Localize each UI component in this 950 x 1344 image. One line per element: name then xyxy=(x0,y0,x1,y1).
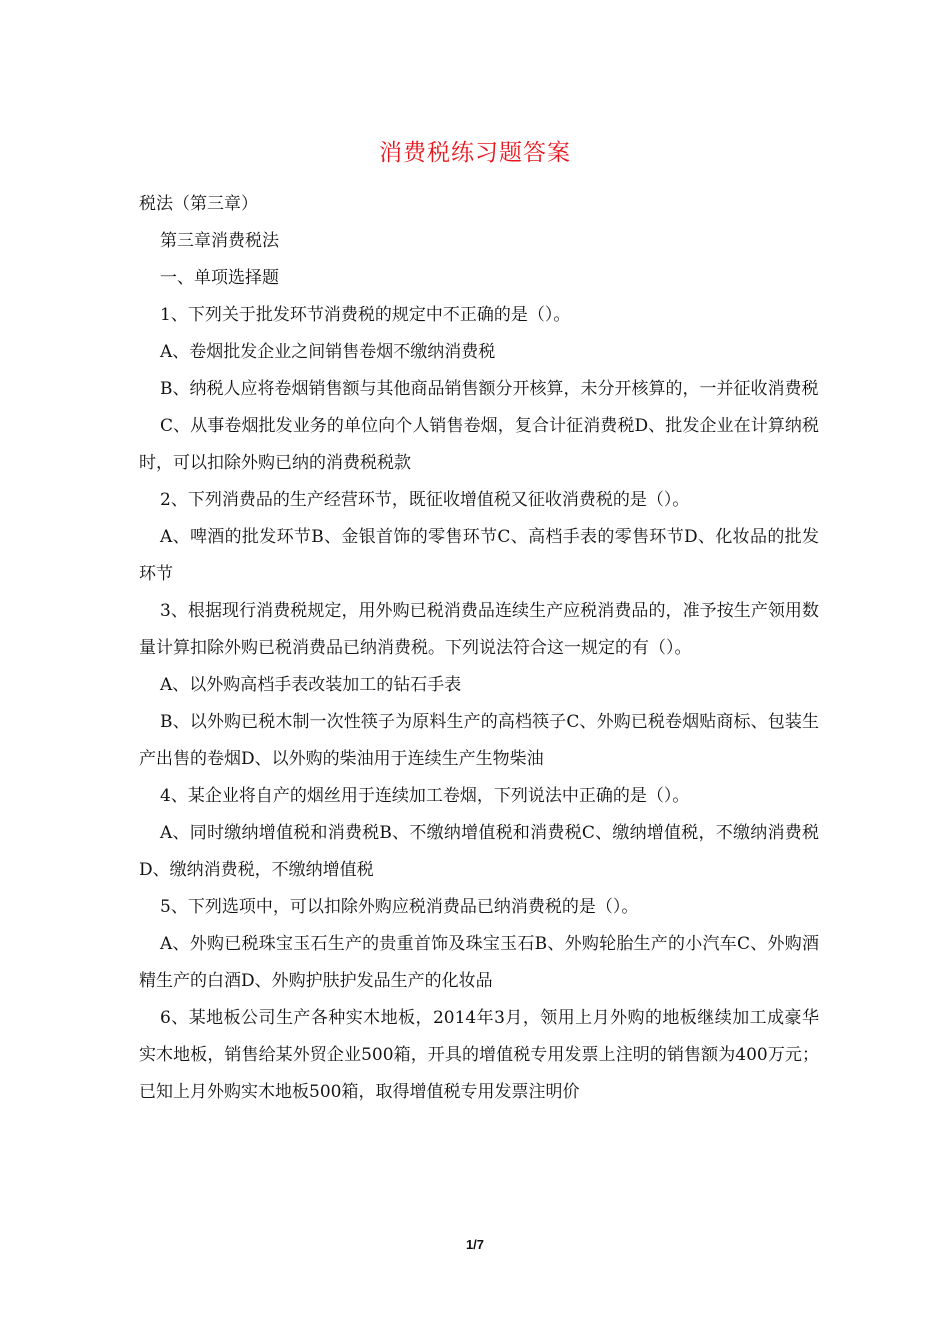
question-2: 2、下列消费品的生产经营环节，既征收增值税又征收消费税的是（）。 xyxy=(160,490,690,510)
question-1-option-b: B、纳税人应将卷烟销售额与其他商品销售额分开核算，未分开核算的，一并征收消费税 xyxy=(160,379,819,399)
document-body xyxy=(139,186,819,1111)
question-4: 4、某企业将自产的烟丝用于连续加工卷烟，下列说法中正确的是（）。 xyxy=(160,786,690,806)
question-1-option-a: A、卷烟批发企业之间销售卷烟不缴纳消费税 xyxy=(160,342,496,362)
question-1-options-cd: C、从事卷烟批发业务的单位向个人销售卷烟，复合计征消费税D、批发企业在计算纳税时，可以扣除外购已纳的消费税税款 xyxy=(139,416,819,473)
question-3: 3、根据现行消费税规定，用外购已税消费品连续生产应税消费品的，准予按生产领用数量计算扣除外购已税消费品已纳消费税。下列说法符合这一规定的有（）。 xyxy=(139,601,819,658)
question-3-option-a: A、以外购高档手表改装加工的钻石手表 xyxy=(160,675,462,695)
subtitle: 税法（第三章） xyxy=(139,194,258,214)
question-6: 6、某地板公司生产各种实木地板，2014年3月，领用上月外购的地板继续加工成豪华实木地板，销售给某外贸企业500箱，开具的增值税专用发票上注明的销售额为400万元；已知上月外购实木地板500箱，取得增值税专用发票注明价 xyxy=(139,1008,819,1102)
page-number: 1/7 xyxy=(465,1237,485,1252)
document-title: 消费税练习题答案 xyxy=(379,140,571,166)
question-2-options: A、啤酒的批发环节B、金银首饰的零售环节C、高档手表的零售环节D、化妆品的批发环节 xyxy=(139,527,819,584)
question-4-options: A、同时缴纳增值税和消费税B、不缴纳增值税和消费税C、缴纳增值税，不缴纳消费税D、缴纳消费税，不缴纳增值税 xyxy=(139,823,819,880)
question-3-options-bcd: B、以外购已税木制一次性筷子为原料生产的高档筷子C、外购已税卷烟贴商标、包装生产出售的卷烟D、以外购的柴油用于连续生产生物柴油 xyxy=(139,712,819,769)
question-5: 5、下列选项中，可以扣除外购应税消费品已纳消费税的是（）。 xyxy=(160,897,639,917)
chapter-heading: 第三章消费税法 xyxy=(160,231,279,251)
section-heading: 一、单项选择题 xyxy=(160,268,279,288)
question-5-options: A、外购已税珠宝玉石生产的贵重首饰及珠宝玉石B、外购轮胎生产的小汽车C、外购酒精生产的白酒D、外购护肤护发品生产的化妆品 xyxy=(139,934,819,991)
question-1: 1、下列关于批发环节消费税的规定中不正确的是（）。 xyxy=(160,305,571,325)
